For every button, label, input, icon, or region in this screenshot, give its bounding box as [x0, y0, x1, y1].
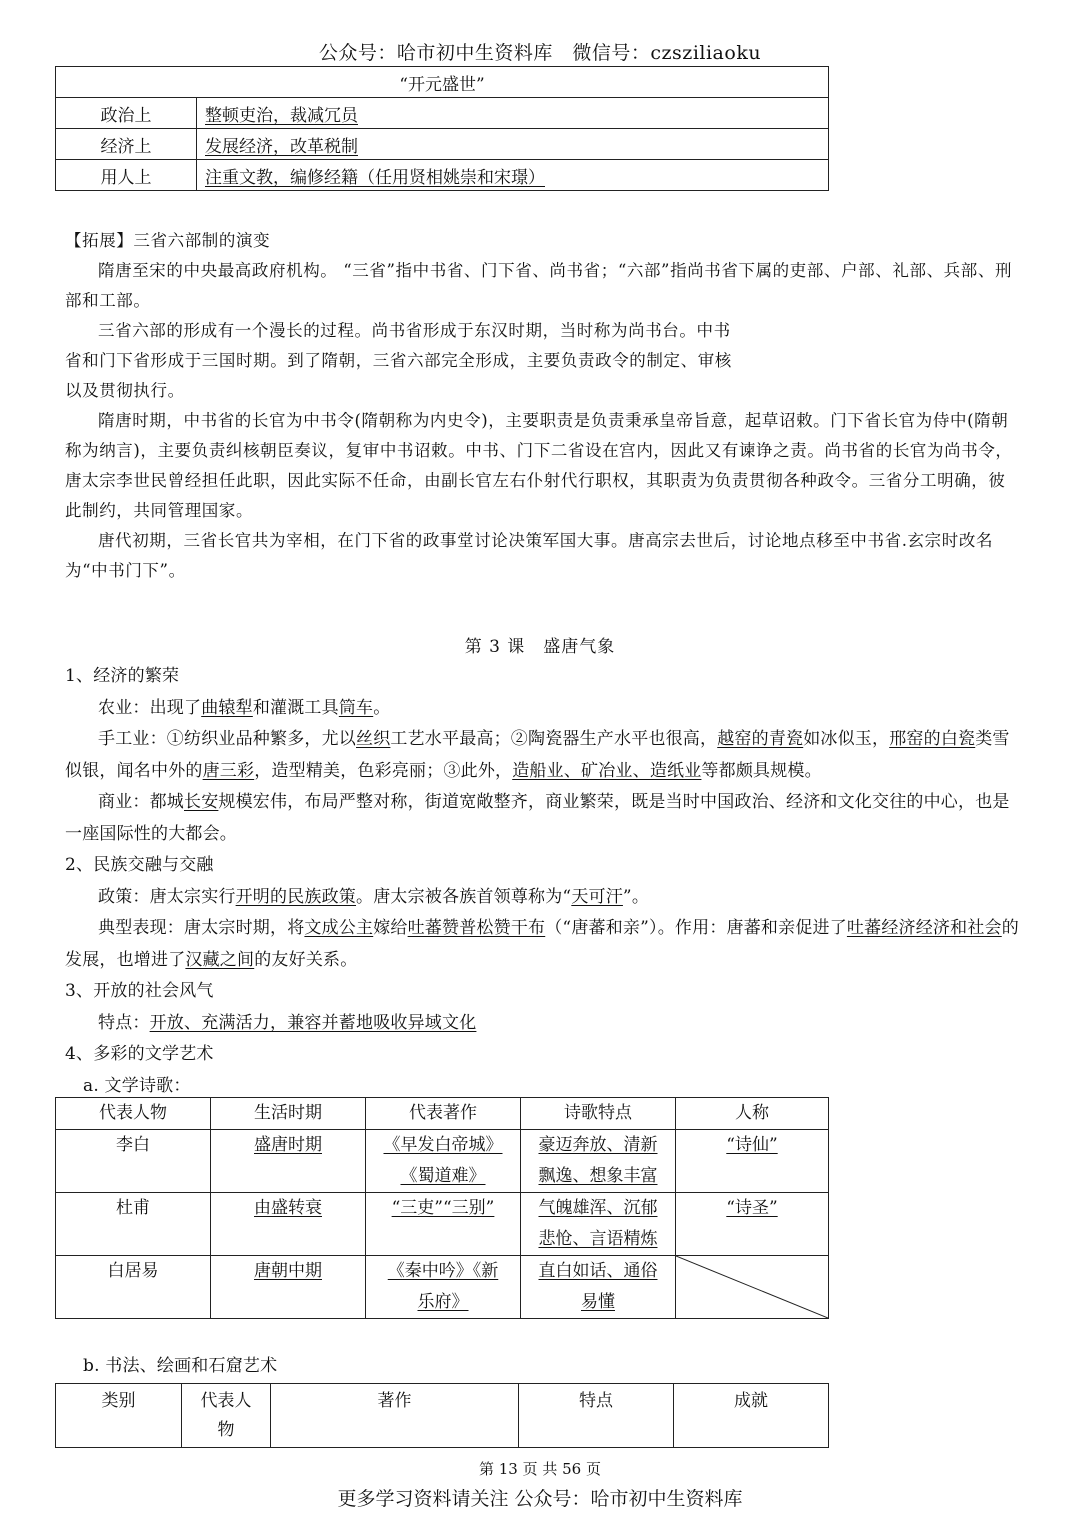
- extension-paragraph: 隋唐时期，中书省的长官为中书令(隋朝称为内史令)，主要职责是负责秉承皇帝旨意，起草诏敕。门下省长官为侍中(隋朝称为纳言)，主要负责纠核朝臣奏议，复审中书诏敕。中书、门下二省设在宫内，因此又有谏诤之责。尚书省的长官为尚书令，唐太宗李世民曾经担任此职，因此实际不任命，由副长官左右仆射代行职权，其职责为负责贯彻各种政令。三省分工明确，彼此制约，共同管理国家。: [65, 411, 1013, 520]
- poet-period: 由盛转衰: [211, 1193, 366, 1256]
- poet-features: 豪迈奔放、清新 飘逸、想象丰富: [521, 1130, 676, 1193]
- table-header: 生活时期: [211, 1098, 366, 1130]
- kaiyuan-value: 整顿吏治，裁减冗员: [197, 98, 829, 129]
- poet-works: 《秦中吟》《新 乐府》: [366, 1256, 521, 1319]
- extension-paragraph: 三省六部的形成有一个漫长的过程。尚书省形成于东汉时期，当时称为尚书台。中书: [98, 321, 731, 340]
- page-footer: 更多学习资料请关注 公众号：哈市初中生资料库: [337, 1488, 743, 1510]
- subsection-heading: a. 文学诗歌：: [83, 1075, 191, 1096]
- typical-paragraph: 典型表现：唐太宗时期，将文成公主嫁给吐蕃赞普松赞干布（“唐蕃和亲”）。作用：唐蕃和亲促进了吐蕃经济经济和社会的发展，也增进了汉藏之间的友好关系。: [65, 918, 1019, 970]
- poet-name: 杜甫: [56, 1193, 211, 1256]
- section-heading: 1、经济的繁荣: [65, 666, 180, 686]
- poet-name: 李白: [56, 1130, 211, 1193]
- subsection-heading: b. 书法、绘画和石窟艺术: [83, 1356, 278, 1376]
- poet-features: 直白如话、通俗 易懂: [521, 1256, 676, 1319]
- table-row: [56, 1130, 829, 1193]
- table-header: 成就: [674, 1384, 829, 1448]
- kaiyuan-label: 经济上: [56, 129, 197, 160]
- lesson-title: 第 3 课 盛唐气象: [464, 637, 616, 657]
- section-heading: 4、多彩的文学艺术: [65, 1044, 214, 1064]
- kaiyuan-value: 发展经济，改革税制: [197, 129, 829, 160]
- kaiyuan-label: 政治上: [56, 98, 197, 129]
- extension-paragraph: 省和门下省形成于三国时期。到了隋朝，三省六部完全形成，主要负责政令的制定、审核: [65, 351, 732, 370]
- extension-section: [65, 226, 1020, 586]
- table-header: 代表人 物: [182, 1384, 271, 1448]
- table-row: [56, 1256, 829, 1319]
- poet-features: 气魄雄浑、沉郁 悲怆、言语精炼: [521, 1193, 676, 1256]
- table-header: 人称: [676, 1098, 829, 1130]
- policy-paragraph: 政策：唐太宗实行开明的民族政策。唐太宗被各族首领尊称为“天可汗”。: [98, 886, 650, 907]
- extension-paragraph: 隋唐至宋的中央最高政府机构。 “三省”指中书省、门下省、尚书省；“六部”指尚书省下属的吏部、户部、礼部、兵部、刑部和工部。: [65, 261, 1013, 310]
- section-heading: 2、民族交融与交融: [65, 855, 214, 875]
- poet-works: “三吏”“三别”: [366, 1193, 521, 1256]
- poet-period: 唐朝中期: [211, 1256, 366, 1319]
- poet-title: “诗仙”: [676, 1130, 829, 1193]
- kaiyuan-label: 用人上: [56, 160, 197, 191]
- table-header: 类别: [56, 1384, 182, 1448]
- table-header: 代表著作: [366, 1098, 521, 1130]
- section-heading: 3、开放的社会风气: [65, 981, 214, 1001]
- page-number: 第 13 页 共 56 页: [478, 1460, 601, 1478]
- art-table: [55, 1383, 829, 1448]
- lesson-body: [65, 661, 1020, 1102]
- poet-period: 盛唐时期: [211, 1130, 366, 1193]
- kaiyuan-caption: “开元盛世”: [56, 67, 829, 98]
- kaiyuan-table: [55, 66, 829, 191]
- feature-paragraph: 特点：开放、充满活力，兼容并蓄地吸收异域文化: [98, 1012, 477, 1033]
- table-header: 诗歌特点: [521, 1098, 676, 1130]
- agriculture-paragraph: 农业：出现了曲辕犁和灌溉工具筒车。: [98, 697, 391, 718]
- table-header: 特点: [519, 1384, 674, 1448]
- page-header: 公众号：哈市初中生资料库 微信号：czsziliaoku: [318, 42, 762, 64]
- handicraft-paragraph: 手工业：①纺织业品种繁多，尤以丝织工艺水平最高；②陶瓷器生产水平也很高，越窑的青瓷如冰似玉，邢窑的白瓷类雪似银，闻名中外的唐三彩，造型精美，色彩亮丽；③此外，造船业、矿冶业、造纸业等都颇具规模。: [65, 729, 1010, 781]
- commerce-paragraph: 商业：都城长安规模宏伟，布局严整对称，街道宽敞整齐，商业繁荣，既是当时中国政治、经济和文化交往的中心，也是一座国际性的大都会。: [65, 792, 1010, 844]
- table-row: [56, 1193, 829, 1256]
- table-header: 著作: [271, 1384, 519, 1448]
- extension-paragraph: 唐代初期，三省长官共为宰相，在门下省的政事堂讨论决策军国大事。唐高宗去世后，讨论地点移至中书省.玄宗时改名为“中书门下”。: [65, 531, 994, 580]
- empty-diagonal-cell: [676, 1256, 829, 1319]
- poet-works: 《早发白帝城》 《蜀道难》: [366, 1130, 521, 1193]
- extension-heading: 【拓展】三省六部制的演变: [65, 231, 271, 250]
- kaiyuan-value: 注重文教，编修经籍（任用贤相姚崇和宋璟）: [197, 160, 829, 191]
- table-header: 代表人物: [56, 1098, 211, 1130]
- poet-title: “诗圣”: [676, 1193, 829, 1256]
- poetry-table: [55, 1097, 829, 1319]
- diagonal-line: [676, 1256, 828, 1318]
- poet-name: 白居易: [56, 1256, 211, 1319]
- extension-paragraph: 以及贯彻执行。: [65, 381, 185, 400]
